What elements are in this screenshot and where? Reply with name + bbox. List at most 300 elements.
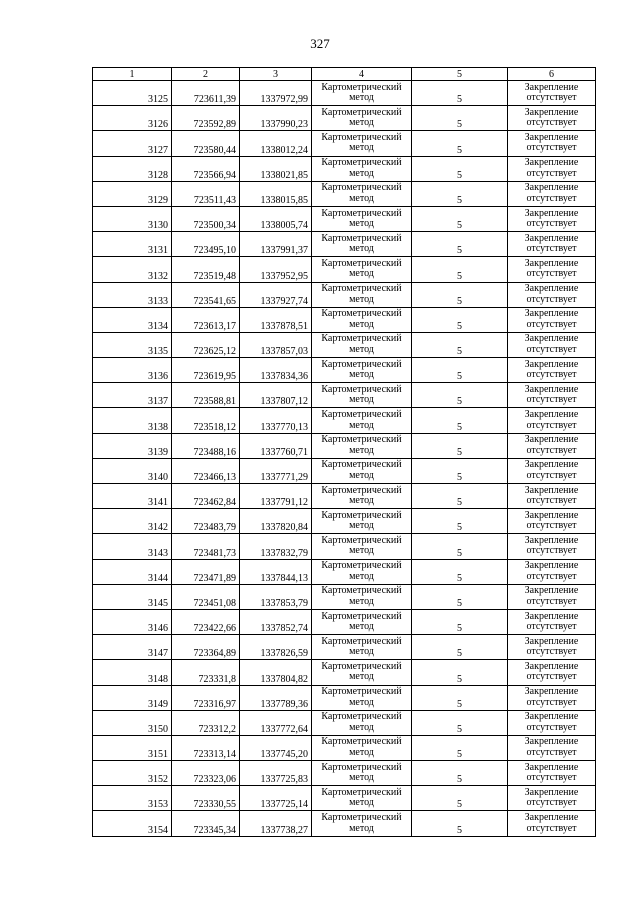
method-cell-line-2: метод [349, 192, 374, 204]
method-cell-line-1: Картометрический [321, 283, 402, 295]
method-cell [312, 257, 412, 282]
method-cell-line-2: метод [349, 444, 374, 456]
table-row [93, 811, 596, 836]
error-value: 5 [412, 433, 508, 458]
note-cell [508, 710, 596, 735]
note-cell-line-2: отсутствует [526, 595, 577, 607]
error-value: 5 [412, 458, 508, 483]
table-row [93, 181, 596, 206]
table-row [93, 660, 596, 685]
table-row [93, 106, 596, 131]
error-value: 5 [412, 81, 508, 106]
coordinate-x: 723345,34 [172, 811, 240, 836]
point-number: 3140 [93, 458, 172, 483]
method-cell-line-2: метод [349, 545, 374, 557]
coordinate-x: 723471,89 [172, 559, 240, 584]
note-cell-line-2: отсутствует [526, 797, 577, 809]
point-number: 3154 [93, 811, 172, 836]
method-cell-line-2: метод [349, 394, 374, 406]
note-cell-line-2: отсутствует [526, 343, 577, 355]
method-cell [312, 358, 412, 383]
coordinate-y: 1337770,13 [240, 408, 312, 433]
note-cell-line-1: Закрепление [524, 686, 579, 698]
coordinate-x: 723364,89 [172, 635, 240, 660]
note-cell-line-2: отсутствует [526, 192, 577, 204]
table-row [93, 685, 596, 710]
note-cell [508, 609, 596, 634]
coordinate-x: 723566,94 [172, 156, 240, 181]
point-number: 3142 [93, 509, 172, 534]
error-value: 5 [412, 735, 508, 760]
method-cell [312, 206, 412, 231]
method-cell-line-1: Картометрический [321, 610, 402, 622]
point-number: 3137 [93, 383, 172, 408]
table-row [93, 156, 596, 181]
method-cell-line-1: Картометрический [321, 585, 402, 597]
method-cell-line-1: Картометрический [321, 207, 402, 219]
method-cell-line-1: Картометрический [321, 509, 402, 521]
method-cell [312, 81, 412, 106]
point-number: 3128 [93, 156, 172, 181]
point-number: 3135 [93, 332, 172, 357]
method-cell-line-2: метод [349, 495, 374, 507]
method-cell-line-1: Картометрический [321, 409, 402, 421]
note-cell-line-2: отсутствует [526, 746, 577, 758]
table-row [93, 358, 596, 383]
method-cell-line-2: метод [349, 318, 374, 330]
method-cell-line-1: Картометрический [321, 182, 402, 194]
method-cell-line-1: Картометрический [321, 560, 402, 572]
coordinate-y: 1337878,51 [240, 307, 312, 332]
note-cell-line-2: отсутствует [526, 520, 577, 532]
note-cell-line-1: Закрепление [524, 786, 579, 798]
coordinate-y: 1337857,03 [240, 332, 312, 357]
coordinate-y: 1337738,27 [240, 811, 312, 836]
method-cell [312, 609, 412, 634]
note-cell-line-2: отсутствует [526, 142, 577, 154]
point-number: 3130 [93, 206, 172, 231]
method-cell-line-2: метод [349, 822, 374, 834]
table-row [93, 408, 596, 433]
note-cell [508, 257, 596, 282]
method-cell [312, 559, 412, 584]
method-cell-line-1: Картометрический [321, 358, 402, 370]
error-value: 5 [412, 232, 508, 257]
note-cell-line-1: Закрепление [524, 207, 579, 219]
error-value: 5 [412, 710, 508, 735]
method-cell [312, 584, 412, 609]
table-row [93, 786, 596, 811]
method-cell [312, 433, 412, 458]
coordinate-x: 723466,13 [172, 458, 240, 483]
method-cell-line-2: метод [349, 696, 374, 708]
table-row [93, 584, 596, 609]
note-cell-line-2: отсутствует [526, 444, 577, 456]
coordinates-table [92, 67, 596, 837]
note-cell-line-2: отсутствует [526, 117, 577, 129]
method-cell-line-2: метод [349, 595, 374, 607]
note-cell-line-2: отсутствует [526, 419, 577, 431]
note-cell [508, 383, 596, 408]
method-cell-line-1: Картометрический [321, 333, 402, 345]
error-value: 5 [412, 761, 508, 786]
coordinate-x: 723312,2 [172, 710, 240, 735]
error-value: 5 [412, 635, 508, 660]
note-cell-line-1: Закрепление [524, 106, 579, 118]
error-value: 5 [412, 408, 508, 433]
header-row [93, 68, 596, 81]
point-number: 3126 [93, 106, 172, 131]
note-cell [508, 811, 596, 836]
table-row [93, 433, 596, 458]
method-cell [312, 710, 412, 735]
method-cell-line-1: Картометрический [321, 434, 402, 446]
method-cell-line-2: метод [349, 268, 374, 280]
note-cell-line-1: Закрепление [524, 459, 579, 471]
note-cell-line-2: отсутствует [526, 268, 577, 280]
method-cell-line-2: метод [349, 167, 374, 179]
note-cell [508, 761, 596, 786]
note-cell-line-2: отсутствует [526, 671, 577, 683]
point-number: 3144 [93, 559, 172, 584]
error-value: 5 [412, 206, 508, 231]
table-row [93, 232, 596, 257]
coordinate-y: 1337725,83 [240, 761, 312, 786]
note-cell-line-2: отсутствует [526, 469, 577, 481]
point-number: 3138 [93, 408, 172, 433]
method-cell-line-2: метод [349, 746, 374, 758]
coordinate-y: 1337820,84 [240, 509, 312, 534]
note-cell-line-1: Закрепление [524, 333, 579, 345]
note-cell [508, 660, 596, 685]
method-cell-line-1: Картометрический [321, 459, 402, 471]
error-value: 5 [412, 383, 508, 408]
point-number: 3134 [93, 307, 172, 332]
note-cell [508, 559, 596, 584]
note-cell [508, 408, 596, 433]
table-row [93, 484, 596, 509]
coordinate-x: 723451,08 [172, 584, 240, 609]
method-cell [312, 811, 412, 836]
note-cell-line-1: Закрепление [524, 283, 579, 295]
note-cell-line-2: отсутствует [526, 495, 577, 507]
method-cell [312, 131, 412, 156]
note-cell [508, 735, 596, 760]
point-number: 3129 [93, 181, 172, 206]
coordinate-y: 1338021,85 [240, 156, 312, 181]
coordinate-y: 1337852,74 [240, 609, 312, 634]
method-cell-line-2: метод [349, 369, 374, 381]
method-cell-line-2: метод [349, 343, 374, 355]
method-cell-line-1: Картометрический [321, 383, 402, 395]
method-cell [312, 660, 412, 685]
coordinate-y: 1337990,23 [240, 106, 312, 131]
point-number: 3132 [93, 257, 172, 282]
method-cell-line-2: метод [349, 772, 374, 784]
coordinate-x: 723611,39 [172, 81, 240, 106]
coordinate-y: 1338005,74 [240, 206, 312, 231]
method-cell-line-1: Картометрический [321, 232, 402, 244]
coordinate-x: 723613,17 [172, 307, 240, 332]
note-cell-line-2: отсутствует [526, 318, 577, 330]
coordinate-y: 1338015,85 [240, 181, 312, 206]
method-cell [312, 635, 412, 660]
coordinate-x: 723495,10 [172, 232, 240, 257]
table-row [93, 458, 596, 483]
coordinate-y: 1337791,12 [240, 484, 312, 509]
method-cell [312, 181, 412, 206]
error-value: 5 [412, 106, 508, 131]
note-cell-line-1: Закрепление [524, 232, 579, 244]
point-number: 3136 [93, 358, 172, 383]
coordinate-y: 1337832,79 [240, 534, 312, 559]
note-cell [508, 534, 596, 559]
note-cell-line-1: Закрепление [524, 434, 579, 446]
point-number: 3148 [93, 660, 172, 685]
method-cell-line-2: метод [349, 243, 374, 255]
note-cell [508, 307, 596, 332]
coordinate-y: 1337927,74 [240, 282, 312, 307]
error-value: 5 [412, 358, 508, 383]
coordinate-x: 723462,84 [172, 484, 240, 509]
coordinate-x: 723422,66 [172, 609, 240, 634]
method-cell-line-1: Картометрический [321, 308, 402, 320]
coordinate-x: 723323,06 [172, 761, 240, 786]
note-cell-line-2: отсутствует [526, 218, 577, 230]
note-cell [508, 484, 596, 509]
note-cell-line-1: Закрепление [524, 736, 579, 748]
note-cell-line-1: Закрепление [524, 358, 579, 370]
error-value: 5 [412, 609, 508, 634]
note-cell-line-1: Закрепление [524, 182, 579, 194]
note-cell [508, 458, 596, 483]
method-cell [312, 484, 412, 509]
note-cell [508, 156, 596, 181]
note-cell-line-2: отсутствует [526, 369, 577, 381]
column-header-4: 4 [312, 68, 412, 81]
note-cell-line-2: отсутствует [526, 394, 577, 406]
coordinate-x: 723316,97 [172, 685, 240, 710]
method-cell-line-1: Картометрический [321, 131, 402, 143]
error-value: 5 [412, 559, 508, 584]
table-row [93, 609, 596, 634]
note-cell-line-1: Закрепление [524, 560, 579, 572]
point-number: 3152 [93, 761, 172, 786]
error-value: 5 [412, 786, 508, 811]
table-row [93, 332, 596, 357]
table-row [93, 710, 596, 735]
error-value: 5 [412, 307, 508, 332]
coordinate-x: 723511,43 [172, 181, 240, 206]
method-cell [312, 156, 412, 181]
error-value: 5 [412, 660, 508, 685]
note-cell-line-1: Закрепление [524, 257, 579, 269]
method-cell-line-2: метод [349, 218, 374, 230]
point-number: 3149 [93, 685, 172, 710]
note-cell [508, 81, 596, 106]
method-cell-line-2: метод [349, 671, 374, 683]
method-cell-line-1: Картометрический [321, 812, 402, 824]
method-cell [312, 458, 412, 483]
note-cell [508, 635, 596, 660]
method-cell-line-1: Картометрический [321, 257, 402, 269]
note-cell-line-1: Закрепление [524, 660, 579, 672]
method-cell [312, 534, 412, 559]
method-cell-line-1: Картометрический [321, 106, 402, 118]
coordinate-x: 723588,81 [172, 383, 240, 408]
note-cell-line-1: Закрепление [524, 585, 579, 597]
note-cell-line-2: отсутствует [526, 570, 577, 582]
note-cell-line-1: Закрепление [524, 635, 579, 647]
table-row [93, 383, 596, 408]
method-cell-line-2: метод [349, 419, 374, 431]
method-cell [312, 786, 412, 811]
method-cell [312, 408, 412, 433]
method-cell-line-1: Картометрический [321, 761, 402, 773]
table-row [93, 206, 596, 231]
method-cell-line-2: метод [349, 520, 374, 532]
point-number: 3145 [93, 584, 172, 609]
coordinate-y: 1337789,36 [240, 685, 312, 710]
coordinate-x: 723580,44 [172, 131, 240, 156]
page-number: 327 [310, 36, 330, 51]
coordinate-y: 1337853,79 [240, 584, 312, 609]
note-cell [508, 206, 596, 231]
method-cell [312, 509, 412, 534]
method-cell [312, 307, 412, 332]
method-cell-line-2: метод [349, 570, 374, 582]
coordinate-x: 723481,73 [172, 534, 240, 559]
method-cell [312, 282, 412, 307]
point-number: 3153 [93, 786, 172, 811]
column-header-1: 1 [93, 68, 172, 81]
method-cell-line-2: метод [349, 293, 374, 305]
point-number: 3125 [93, 81, 172, 106]
method-cell-line-2: метод [349, 142, 374, 154]
error-value: 5 [412, 181, 508, 206]
note-cell [508, 509, 596, 534]
note-cell [508, 181, 596, 206]
coordinate-y: 1337725,14 [240, 786, 312, 811]
note-cell-line-1: Закрепление [524, 610, 579, 622]
table-row [93, 282, 596, 307]
method-cell-line-1: Картометрический [321, 635, 402, 647]
note-cell-line-2: отсутствует [526, 92, 577, 104]
note-cell [508, 332, 596, 357]
coordinate-y: 1337972,99 [240, 81, 312, 106]
error-value: 5 [412, 811, 508, 836]
table-row [93, 509, 596, 534]
note-cell-line-2: отсутствует [526, 721, 577, 733]
coordinate-x: 723500,34 [172, 206, 240, 231]
note-cell-line-1: Закрепление [524, 157, 579, 169]
method-cell-line-1: Картометрический [321, 81, 402, 93]
note-cell [508, 433, 596, 458]
note-cell-line-1: Закрепление [524, 383, 579, 395]
note-cell-line-2: отсутствует [526, 822, 577, 834]
point-number: 3141 [93, 484, 172, 509]
note-cell-line-1: Закрепление [524, 308, 579, 320]
method-cell-line-2: метод [349, 721, 374, 733]
error-value: 5 [412, 257, 508, 282]
column-header-5: 5 [412, 68, 508, 81]
method-cell [312, 332, 412, 357]
note-cell [508, 584, 596, 609]
point-number: 3150 [93, 710, 172, 735]
point-number: 3151 [93, 735, 172, 760]
note-cell-line-1: Закрепление [524, 711, 579, 723]
note-cell-line-2: отсутствует [526, 696, 577, 708]
coordinate-y: 1337772,64 [240, 710, 312, 735]
point-number: 3147 [93, 635, 172, 660]
note-cell [508, 282, 596, 307]
coordinate-x: 723625,12 [172, 332, 240, 357]
note-cell [508, 786, 596, 811]
table-body [93, 81, 596, 837]
method-cell-line-1: Картометрический [321, 786, 402, 798]
note-cell [508, 232, 596, 257]
column-header-6: 6 [508, 68, 596, 81]
note-cell-line-1: Закрепление [524, 761, 579, 773]
method-cell [312, 685, 412, 710]
method-cell-line-1: Картометрический [321, 157, 402, 169]
error-value: 5 [412, 685, 508, 710]
table-row [93, 559, 596, 584]
point-number: 3131 [93, 232, 172, 257]
coordinate-y: 1337760,71 [240, 433, 312, 458]
table-header [93, 68, 596, 81]
table-row [93, 81, 596, 106]
note-cell-line-1: Закрепление [524, 484, 579, 496]
coordinate-y: 1337807,12 [240, 383, 312, 408]
coordinate-x: 723619,95 [172, 358, 240, 383]
table-row [93, 131, 596, 156]
coordinate-x: 723592,89 [172, 106, 240, 131]
column-header-3: 3 [240, 68, 312, 81]
coordinate-y: 1337804,82 [240, 660, 312, 685]
coordinate-y: 1337991,37 [240, 232, 312, 257]
method-cell [312, 106, 412, 131]
coordinate-y: 1337826,59 [240, 635, 312, 660]
error-value: 5 [412, 534, 508, 559]
note-cell [508, 358, 596, 383]
method-cell-line-2: метод [349, 621, 374, 633]
coordinate-y: 1337745,20 [240, 735, 312, 760]
method-cell [312, 735, 412, 760]
coordinate-x: 723519,48 [172, 257, 240, 282]
error-value: 5 [412, 484, 508, 509]
coordinate-y: 1337771,29 [240, 458, 312, 483]
note-cell-line-2: отсутствует [526, 646, 577, 658]
note-cell-line-2: отсутствует [526, 167, 577, 179]
coordinate-x: 723488,16 [172, 433, 240, 458]
note-cell-line-1: Закрепление [524, 812, 579, 824]
error-value: 5 [412, 156, 508, 181]
table-row [93, 635, 596, 660]
method-cell [312, 232, 412, 257]
note-cell [508, 131, 596, 156]
coordinate-x: 723331,8 [172, 660, 240, 685]
method-cell-line-1: Картометрический [321, 660, 402, 672]
error-value: 5 [412, 584, 508, 609]
method-cell-line-2: метод [349, 469, 374, 481]
point-number: 3133 [93, 282, 172, 307]
coordinate-x: 723330,55 [172, 786, 240, 811]
coordinate-y: 1338012,24 [240, 131, 312, 156]
note-cell-line-1: Закрепление [524, 534, 579, 546]
note-cell [508, 685, 596, 710]
note-cell-line-2: отсутствует [526, 243, 577, 255]
